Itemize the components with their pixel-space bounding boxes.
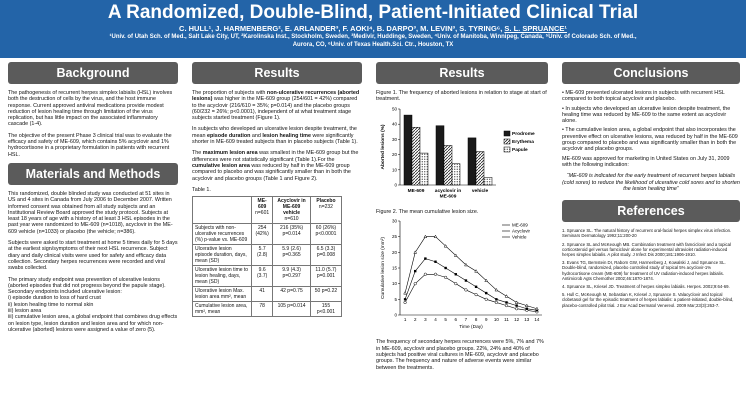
data-point xyxy=(485,298,488,301)
data-point xyxy=(424,235,427,238)
table-row xyxy=(193,245,342,266)
figure-2-caption: Figure 2. The mean cumulative lesion size. xyxy=(376,208,479,215)
methods-secondary-endpoints: Secondary endpoints included ulcerative lesion: xyxy=(8,289,122,296)
column-conclusions xyxy=(562,62,740,417)
table-header-row xyxy=(193,197,342,224)
data-point xyxy=(475,286,477,288)
affiliations xyxy=(0,33,746,49)
methods-endpoint-4: iii) cumulative lesion area, a global endpoint that combines drug effects on lesion type, lesion duration and lesion area and for which non-ulcerative (aborted) lesions were assigned a value of zero (5). xyxy=(8,314,178,333)
results-recurrence-paragraph: The frequency of secondary herpes recurrences were 5%, 7% and 7% in ME-609, acyclovir and placebo groups. 22%, 24% and 40% of subjects had positive viral cultures in ME-609, acyclovir and placebo groups. The frequency and nature of adverse events were similar between the treatments. xyxy=(376,339,544,371)
reference-item: 4. Spruance SL, Kriesel JD. Treatment of herpes simplex labialis. Herpes. 2002;9:64-69. xyxy=(562,283,730,289)
reference-item: 2. Spruance SL and McKeough MB. Combination treatment with famciclovir and a topical corticosteroid gel versus famciclovir alone for experimental ultraviolet radiation-induced herpes simplex labialis. A pilot study. J Infect Dis 2000;181:1906-1910. xyxy=(562,241,731,257)
affiliations-line-1: ¹Univ. of Utah Sch. of Med., Salt Lake City, UT, ²Karolinska Inst., Stockholm, Sweden, ³Medivir, Huddinge, Sweden, ⁴Univ. of Manitoba, Winnipeg, Canada, ⁵Univ. of Colorado Sch. of Med., xyxy=(109,34,637,40)
data-point xyxy=(444,276,447,279)
results-heading-2: Results xyxy=(376,62,548,84)
data-point xyxy=(434,273,437,276)
table-row xyxy=(193,287,342,302)
background-heading: Background xyxy=(8,62,178,84)
data-point xyxy=(475,270,478,273)
legend-label: Erythema xyxy=(512,139,534,145)
data-point xyxy=(414,270,416,272)
conclusions-list xyxy=(562,90,740,153)
y-axis-label: Aborted lesions (%) xyxy=(381,124,386,170)
y-tick-label: 15 xyxy=(391,265,397,271)
text: n=610 xyxy=(284,216,299,223)
row-label: Cumulative lesion area, mm², mean xyxy=(193,302,252,317)
cell: 105 p=0.014 xyxy=(273,302,311,317)
cell: 50 p=0.22 xyxy=(310,287,341,302)
text: was smallest in the ME-609 group but the differences were not statistically significant (Table 1).For the xyxy=(192,150,359,163)
text: episode duration xyxy=(206,132,251,139)
references-list xyxy=(562,228,740,308)
methods-primary-endpoint: The primary study endpoint was prevention of ulcerative lesions (aborted episodes that did not progress beyond the papule stage). xyxy=(8,276,166,289)
bar xyxy=(484,177,492,185)
x-tick-label: 12 xyxy=(514,317,520,323)
table-row xyxy=(193,302,342,317)
text: Placebo xyxy=(316,198,336,205)
y-tick-label: 40 xyxy=(391,121,397,127)
series-line xyxy=(405,234,537,309)
bar xyxy=(436,125,444,184)
text: and xyxy=(250,132,263,139)
methods-paragraph: This randomized, double blinded study was conducted at 51 sites in US and 4 sites in Canada from July 2006 to December 2007. Written informed consent was obtained from all study subjects and an Institutional Review Board approved the study protocol. Subjects at least 18 years of age with a history of at least 3 HSL episodes in the past year were randomized to ME-609 (n=1018), acyclovir in the ME-609 vehicle (n=1033) or placebo (the vehicle; n=386). xyxy=(8,190,173,235)
data-point xyxy=(526,308,528,310)
x-tick-label: 1 xyxy=(403,317,407,323)
text: were significantly shorter in ME-609 treated subjects than in placebo subjects (Table 1). xyxy=(192,132,358,146)
figure-2-line-chart xyxy=(376,215,548,335)
data-point xyxy=(434,235,437,238)
x-tick-label: ME-609 xyxy=(439,194,457,200)
data-point xyxy=(414,283,417,286)
conclusion-item: • In subjects who developed an ulcerative lesion despite treatment, the healing time was reduced by ME-609 to the same extent as acyclovir alone. xyxy=(562,105,731,125)
x-axis-label: Time (Day) xyxy=(459,325,483,331)
y-tick-label: 10 xyxy=(391,166,397,172)
x-tick-label: acyclovir in xyxy=(434,188,462,194)
text: n=601 xyxy=(255,210,270,217)
x-tick-label: 2 xyxy=(413,317,417,323)
data-point xyxy=(465,280,467,282)
text: The xyxy=(192,150,203,157)
row-label: Subjects with non-ulcerative recurrences (%) p-value vs. ME-609 xyxy=(193,224,252,245)
approval-text: ME-609 was approved for marketing in United States on July 31, 2009 with the following indication: xyxy=(562,155,730,168)
results-area-paragraph xyxy=(192,150,362,181)
legend-label: Papule xyxy=(512,147,528,153)
y-tick-label: 5 xyxy=(394,297,397,303)
table-caption: Table 1. xyxy=(192,186,211,193)
text: n=232 xyxy=(318,204,333,211)
cell: 78 xyxy=(252,302,273,317)
y-tick-label: 30 xyxy=(391,218,397,224)
reference-item: 3. Evans TG, Bernstein DI, Raborn GW, Harmenberg J, Kowalski J, and Spruance SL. Double-blind, randomized, placebo controlled study of topical 5% acyclovir-1% hydrocortisone cream (ME-609) for treatment of UV radiation-induced herpes labialis. Antimicrob Agts Chemother 2002;46:1870-1874. xyxy=(562,260,726,281)
x-tick-label: 14 xyxy=(534,317,540,323)
text: non-ulcerative recurrences (aborted lesions) xyxy=(192,90,360,103)
legend-label: Prodrome xyxy=(512,131,535,137)
data-point xyxy=(525,304,528,307)
data-point xyxy=(475,294,478,297)
authors-text: C. HULL¹, J. HARMENBERG², E. ARLANDER³, F. AOKI⁴, B. DARPO³, M. LEVIN³, S. TYRING⁶, xyxy=(179,24,505,33)
data-point xyxy=(444,267,446,269)
x-tick-label: vehicle xyxy=(471,188,489,194)
bar xyxy=(452,163,460,184)
data-point xyxy=(434,261,436,263)
text: was higher in the ME-609 group (254/601 = 42%) compared to the acyclovir (216/610 = 35%; p=0.014) and the placebo groups (60/232 = 26%; p<0.0001), independent of at what treatment stage subjects started treatment (Figure 1). xyxy=(192,96,358,122)
col-header-acyclovir xyxy=(273,197,311,224)
data-point xyxy=(536,307,539,310)
text: Acyclovir in ME-609 vehicle xyxy=(277,198,306,217)
column-results-1 xyxy=(192,62,362,417)
x-tick-label: 6 xyxy=(454,317,458,323)
text: maximum lesion area xyxy=(202,150,258,157)
col-header-me609 xyxy=(252,197,273,224)
y-tick-label: 10 xyxy=(391,281,397,287)
cell: 60 (26%) p<0.0001 xyxy=(310,224,341,245)
row-label: Ulcerative lesion Max. lesion area mm², mean xyxy=(193,287,252,302)
column-results-2 xyxy=(376,62,548,417)
text: ME-609 xyxy=(257,198,267,211)
data-point xyxy=(495,301,498,304)
x-tick-label: ME-609 xyxy=(407,188,425,194)
results-table xyxy=(192,196,342,317)
methods-endpoint-3: iii) lesion area xyxy=(8,308,42,315)
affiliations-line-2: Aurora, CO, ⁶Univ. of Texas Health.Sci. Ctr., Houston, TX xyxy=(292,42,454,48)
conclusions-heading: Conclusions xyxy=(562,62,740,84)
text: cumulative lesion area xyxy=(192,162,250,169)
x-tick-label: 13 xyxy=(524,317,530,323)
background-paragraph: The pathogenesis of recurrent herpes simplex labialis (HSL) involves both the destruction of cells by the virus, and the host immune response. Current approved antiviral medications provide modest reduction of lesion healing time through limitation of the virus replication, but has little impact on the associated inflammatory cascade (1-4). xyxy=(8,90,173,128)
reference-item: 5. Hull C, McKeough M, Sebastian K, Kriesel J, Spruance S. Valacyclovir and topical clobetasol gel for the episodic treatment of herpes labialis: a patient-initiated, double-blind, placebo-controlled pilot trial. J Eur Acad Dermatol Venereol. 2009 Mar;23(3):263-7. xyxy=(562,292,734,308)
y-tick-label: 0 xyxy=(394,312,397,318)
conclusion-item: • ME-609 prevented ulcerated lesions in subjects with recurrent HSL compared to both topical acyclovir and placebo. xyxy=(562,90,725,103)
cell: 41 xyxy=(252,287,273,302)
cell: 9.9 (4.3) p=0.297 xyxy=(273,266,311,287)
text: In subjects who developed an ulcerative lesion despite treatment, the mean xyxy=(192,126,357,139)
y-tick-label: 30 xyxy=(391,136,397,142)
cell: 155 p<0.001 xyxy=(310,302,341,317)
conclusion-item: • The cumulative lesion area, a global endpoint that also incorporates the preventive effect on ulcerative lesions, was reduced by half in the ME-609 group compared to placebo and was significantly smaller than in both the acyclovir and placebo groups. xyxy=(562,127,738,153)
cell: 6.5 (3.3) p=0.008 xyxy=(310,245,341,266)
methods-heading: Materials and Methods xyxy=(8,163,178,185)
x-tick-label: 8 xyxy=(474,317,478,323)
bar xyxy=(476,151,484,184)
data-point xyxy=(404,301,407,304)
poster-title: A Randomized, Double-Blind, Patient-Initiated Clinical Trial xyxy=(107,2,639,23)
data-point xyxy=(485,292,487,294)
legend-swatch xyxy=(504,139,510,144)
cell: 5.9 (2.6) p=0.365 xyxy=(273,245,311,266)
x-tick-label: 5 xyxy=(444,317,447,323)
x-tick-label: 4 xyxy=(434,317,437,323)
author-list xyxy=(0,24,746,33)
x-tick-label: 7 xyxy=(464,317,468,323)
bar xyxy=(444,145,452,185)
presenting-author: S. L. SPRUANCE¹ xyxy=(504,24,567,33)
data-point xyxy=(455,273,457,275)
column-background-methods xyxy=(8,62,178,417)
legend-label: Vehicle xyxy=(512,234,527,240)
indication-quote: “ME-609 is indicated for the early treatment of recurrent herpes labialis (cold sores) to reduce the likelihood of ulcerative cold sores and to shorten the lesion healing time” xyxy=(562,173,740,192)
data-point xyxy=(515,305,517,307)
row-label: Ulcerative lesion episode duration, days, mean (SD) xyxy=(193,245,252,266)
results-heading: Results xyxy=(192,62,362,84)
references-heading: References xyxy=(562,200,740,222)
figure-1-bar-chart xyxy=(376,103,548,207)
data-point xyxy=(424,258,426,260)
cell: 216 (35%) p=0.014 xyxy=(273,224,311,245)
cell: 5.7 (2.8) xyxy=(252,245,273,266)
table-row xyxy=(193,266,342,287)
reference-item: 1. Spruance SL. The natural history of recurrent oral-facial herpes simplex virus infection. Seminars Dermatology 1992;11:200-20 xyxy=(562,228,732,239)
bar xyxy=(404,115,412,185)
x-tick-label: 3 xyxy=(424,317,427,323)
results-duration-paragraph xyxy=(192,126,362,145)
title-banner xyxy=(0,0,746,58)
table-row xyxy=(193,224,342,245)
col-header-placebo xyxy=(310,197,341,224)
y-tick-label: 50 xyxy=(391,106,397,112)
bar xyxy=(420,153,428,185)
data-point xyxy=(465,289,468,292)
y-tick-label: 25 xyxy=(391,234,397,240)
y-axis-label: Cumulative lesion size (mm²) xyxy=(381,237,386,300)
legend-swatch xyxy=(504,147,510,152)
y-tick-label: 0 xyxy=(394,182,397,188)
data-point xyxy=(515,301,518,304)
cell: 42 p=0.75 xyxy=(273,287,311,302)
x-tick-label: 9 xyxy=(484,317,488,323)
data-point xyxy=(424,273,427,276)
cell: 254 (42%) xyxy=(252,224,273,245)
legend-label: Acyclovir xyxy=(512,228,531,234)
cell: 11.0 (5.7) p=0.001 xyxy=(310,266,341,287)
legend-label: ME-609 xyxy=(512,222,528,228)
text: was reduced by half in the ME-609 group compared to placebo and was significantly smaller than in both the acyclovir and placebo groups (Table 1 and Figure 2). xyxy=(192,162,351,182)
background-objective: The objective of the present Phase 3 clinical trial was to evaluate the efficacy and safety of ME-609, which contains 5% acyclovir and 1% hydrocortisone in a proprietary formulation in patients with recurrent HSL. xyxy=(8,132,172,158)
data-point xyxy=(505,304,508,307)
methods-endpoint-2: ii) lesion healing time to normal skin xyxy=(8,301,94,308)
table-corner xyxy=(193,197,252,224)
data-point xyxy=(505,295,508,298)
methods-treatment: Subjects were asked to start treatment at home 5 times daily for 5 days at the earliest sign/symptoms of their next HSL recurrence. Subject diary and daily clinical visits were used for safety and efficacy data collection. Secondary herpes recurrences were recorded and viral swabs collected. xyxy=(8,240,178,272)
data-point xyxy=(454,283,457,286)
data-point xyxy=(495,298,497,300)
x-tick-label: 10 xyxy=(493,317,499,323)
bar xyxy=(468,137,476,184)
data-point xyxy=(404,292,407,295)
bar xyxy=(412,127,420,185)
text: lesion healing time xyxy=(262,132,311,139)
methods-endpoint-1: i) episode duration to loss of hard crust xyxy=(8,295,101,302)
text: The proportion of subjects with xyxy=(192,90,267,96)
data-point xyxy=(404,298,406,300)
data-point xyxy=(515,308,518,311)
x-tick-label: 11 xyxy=(504,317,509,323)
row-label: Ulcerative lesion time to lesion healing, days, mean (SD) xyxy=(193,266,252,287)
data-point xyxy=(505,301,507,303)
cell: 9.6 (3.7) xyxy=(252,266,273,287)
legend-swatch xyxy=(504,131,510,136)
y-tick-label: 20 xyxy=(391,151,397,157)
y-tick-label: 20 xyxy=(391,250,397,256)
results-aborted-paragraph xyxy=(192,90,362,121)
figure-1-caption: Figure 1. The frequency of aborted lesions in relation to stage at start of treatment. xyxy=(376,90,547,103)
